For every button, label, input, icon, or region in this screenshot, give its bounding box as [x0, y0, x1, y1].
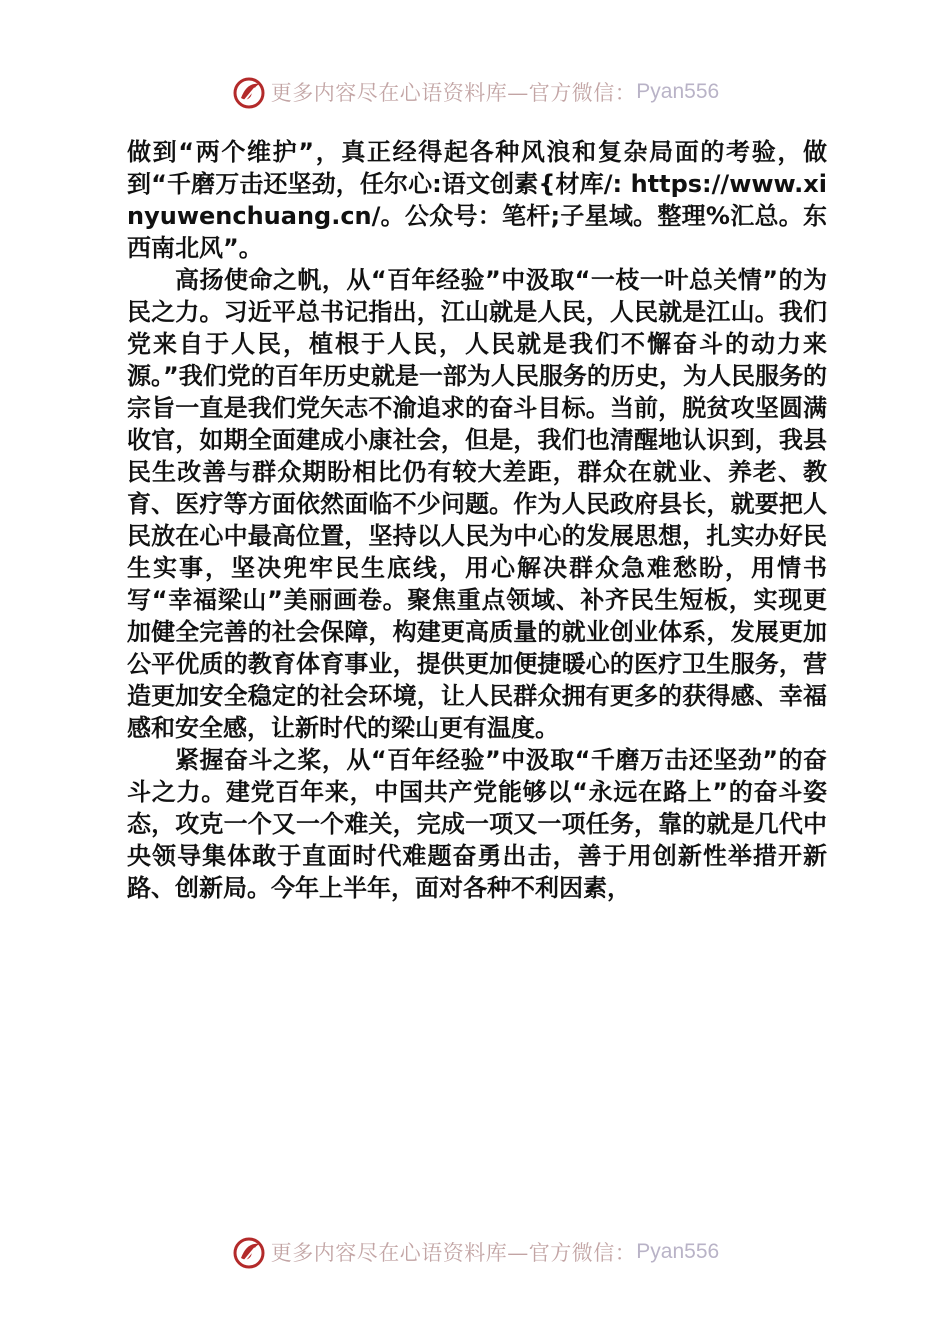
- brand-logo-icon: [231, 74, 267, 110]
- watermark-text: 更多内容尽在心语资料库—官方微信：: [270, 1241, 637, 1265]
- paragraph-3: 紧握奋斗之桨，从“百年经验”中汲取“千磨万击还坚劲”的奋斗之力。建党百年来，中国共产党能够以“永远在路上”的奋斗姿态，攻克一个又一个难关，完成一项又一项任务，靠的就是几代中央领导集体敢于直面时代难题奋勇出击，善于用创新性举措开新路、创新局。今年上半年，面对各种不利因素，: [127, 746, 827, 902]
- paragraph-1: 做到“两个维护”，真正经得起各种风浪和复杂局面的考验，做到“千磨万击还坚劲，任尔心:语文创素{材库/: https://www.xinyuwenchuang.cn/。公众号：笔杆;子星域。整理%汇总。东西南北风”。: [127, 138, 827, 262]
- watermark-wechat-id: Pyan556: [636, 1240, 720, 1263]
- watermark-text: 更多内容尽在心语资料库—官方微信：: [270, 81, 637, 105]
- document-body: [127, 136, 827, 904]
- brand-logo-icon: [231, 1234, 267, 1270]
- header-watermark: [0, 72, 950, 112]
- paragraph-2: 高扬使命之帆，从“百年经验”中汲取“一枝一叶总关情”的为民之力。习近平总书记指出，江山就是人民，人民就是江山。我们党来自于人民，植根于人民，人民就是我们不懈奋斗的动力来源。”我们党的百年历史就是一部为人民服务的历史，为人民服务的宗旨一直是我们党矢志不渝追求的奋斗目标。当前，脱贫攻坚圆满收官，如期全面建成小康社会，但是，我们也清醒地认识到，我县民生改善与群众期盼相比仍有较大差距，群众在就业、养老、教育、医疗等方面依然面临不少问题。作为人民政府县长，就要把人民放在心中最高位置，坚持以人民为中心的发展思想，扎实办好民生实事，坚决兜牢民生底线，用心解决群众急难愁盼，用情书写“幸福梁山”美丽画卷。聚焦重点领域、补齐民生短板，实现更加健全完善的社会保障，构建更高质量的就业创业体系，发展更加公平优质的教育体育事业，提供更加便捷暖心的医疗卫生服务，营造更加安全稳定的社会环境，让人民群众拥有更多的获得感、幸福感和安全感，让新时代的梁山更有温度。: [127, 266, 827, 742]
- watermark-wechat-id: Pyan556: [636, 80, 720, 103]
- footer-watermark: [0, 1232, 950, 1272]
